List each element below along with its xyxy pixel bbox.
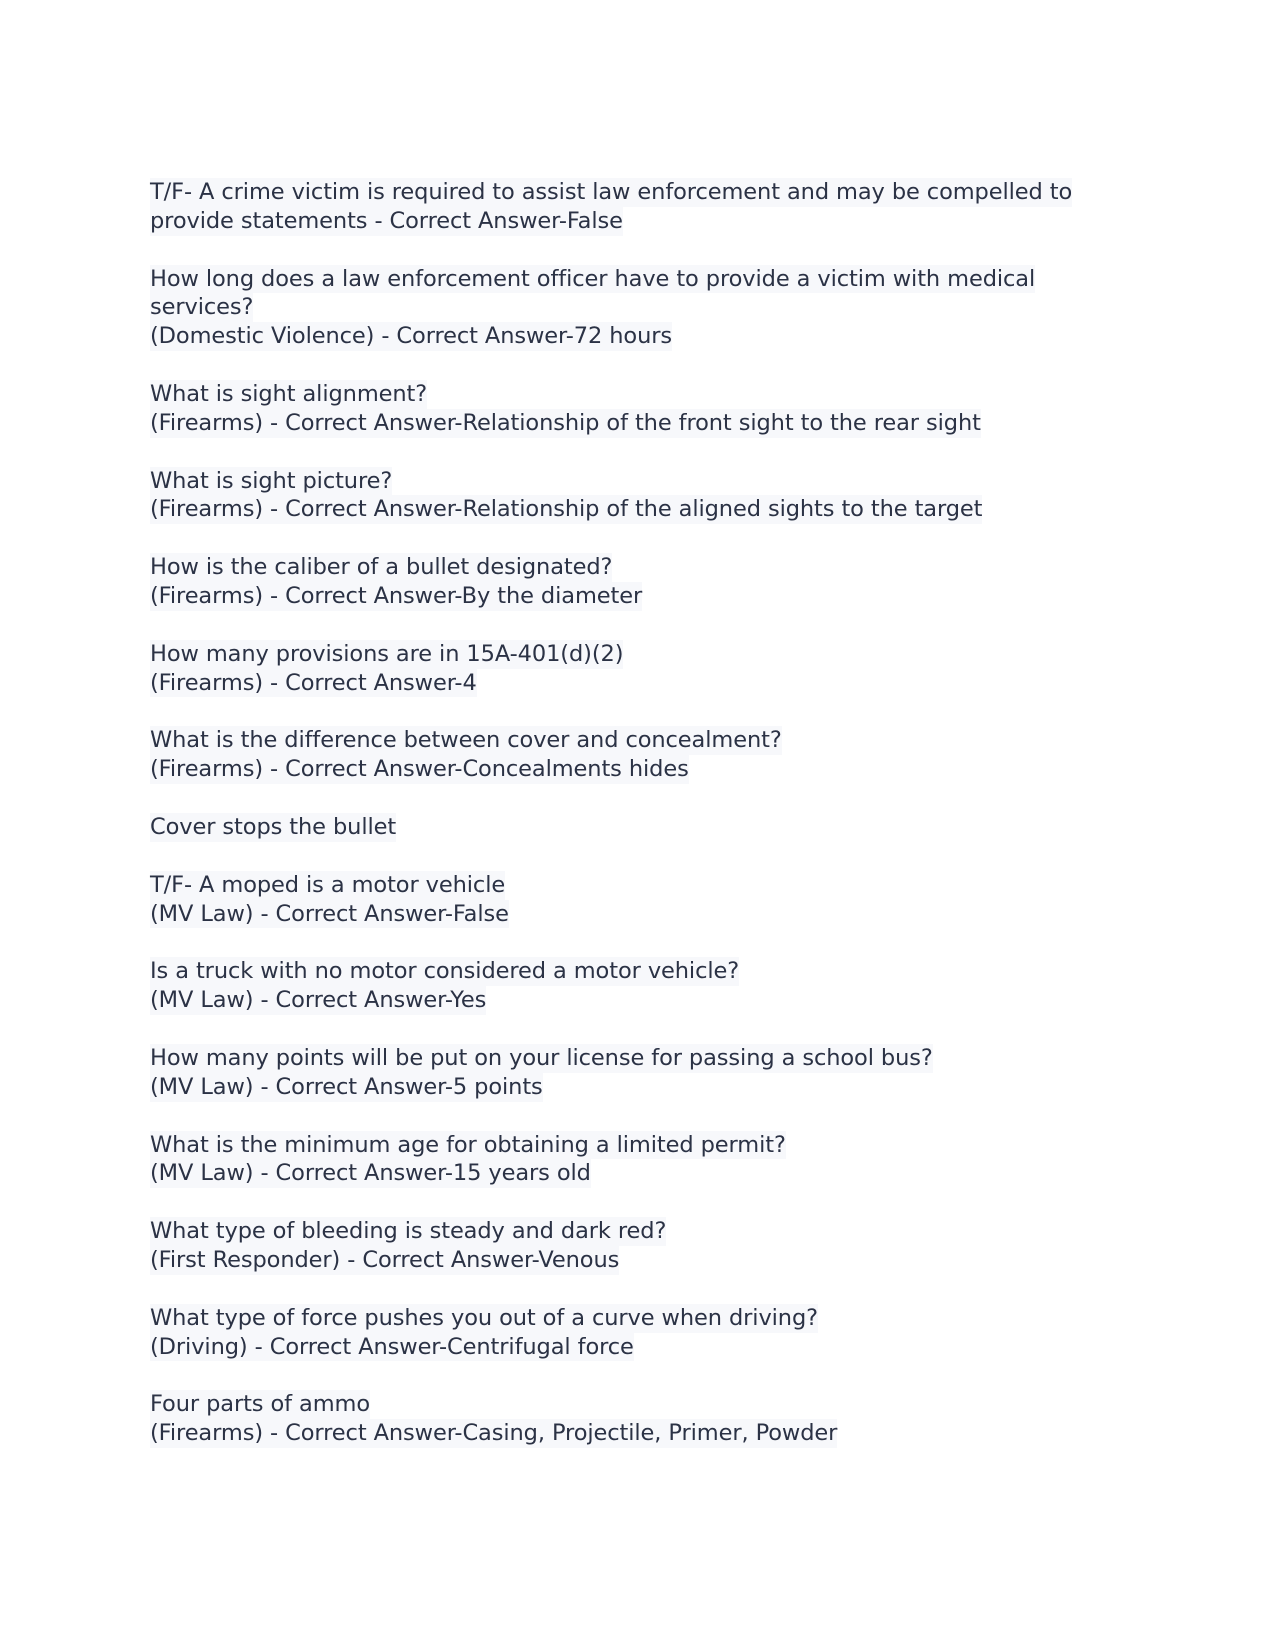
question-text: How many provisions are in 15A-401(d)(2) <box>150 640 624 667</box>
answer-text: (Firearms) - Correct Answer-By the diameter <box>150 582 643 609</box>
question-text: Is a truck with no motor considered a motor vehicle? <box>150 958 740 985</box>
answer-continuation-text: Cover stops the bullet <box>150 813 397 840</box>
question-text: What type of bleeding is steady and dark red? <box>150 1218 667 1245</box>
qa-entry <box>150 467 1150 525</box>
qa-entry <box>150 871 1150 929</box>
answer-text: (Domestic Violence) - Correct Answer-72 hours <box>150 323 672 350</box>
question-text: How long does a law enforcement officer have to provide a victim with medical <box>150 265 1036 292</box>
qa-entry <box>150 1131 1150 1189</box>
qa-entry <box>150 726 1150 784</box>
answer-text: (Firearms) - Correct Answer-Concealments hides <box>150 756 689 783</box>
question-text: What is the difference between cover and concealment? <box>150 727 782 754</box>
answer-text: (MV Law) - Correct Answer-15 years old <box>150 1160 591 1187</box>
answer-text: (MV Law) - Correct Answer-5 points <box>150 1073 543 1100</box>
answer-text: (Firearms) - Correct Answer-Relationship of the aligned sights to the target <box>150 496 983 523</box>
qa-entry <box>150 813 1150 842</box>
question-text: What type of force pushes you out of a curve when driving? <box>150 1304 818 1331</box>
question-text: T/F- A crime victim is required to assist law enforcement and may be compelled to <box>150 179 1073 205</box>
question-text: How many points will be put on your license for passing a school bus? <box>150 1044 933 1071</box>
qa-entry <box>150 553 1150 611</box>
question-text: How is the caliber of a bullet designated? <box>150 554 613 581</box>
qa-entry <box>150 957 1150 1015</box>
qa-entry <box>150 380 1150 438</box>
question-text: What is the minimum age for obtaining a limited permit? <box>150 1131 786 1158</box>
answer-text: (Firearms) - Correct Answer-Casing, Projectile, Primer, Powder <box>150 1420 838 1447</box>
qa-entry <box>150 1044 1150 1102</box>
answer-text: (Firearms) - Correct Answer-4 <box>150 669 477 696</box>
question-text: services? <box>150 294 254 321</box>
answer-text: (MV Law) - Correct Answer-False <box>150 900 509 927</box>
qa-entry <box>150 178 1150 236</box>
answer-text: provide statements - Correct Answer-False <box>150 207 623 234</box>
answer-text: (First Responder) - Correct Answer-Venous <box>150 1246 620 1273</box>
qa-entry <box>150 1304 1150 1362</box>
answer-text: (MV Law) - Correct Answer-Yes <box>150 987 487 1014</box>
qa-entry <box>150 640 1150 698</box>
qa-entry <box>150 265 1150 351</box>
qa-entry <box>150 1217 1150 1275</box>
answer-text: (Driving) - Correct Answer-Centrifugal force <box>150 1333 634 1360</box>
question-text: T/F- A moped is a motor vehicle <box>150 871 506 898</box>
question-text: What is sight alignment? <box>150 380 428 407</box>
answer-text: (Firearms) - Correct Answer-Relationship of the front sight to the rear sight <box>150 409 981 436</box>
qa-entry <box>150 1390 1150 1448</box>
question-text: Four parts of ammo <box>150 1391 371 1418</box>
qa-list <box>150 178 1150 1477</box>
question-text: What is sight picture? <box>150 467 393 494</box>
